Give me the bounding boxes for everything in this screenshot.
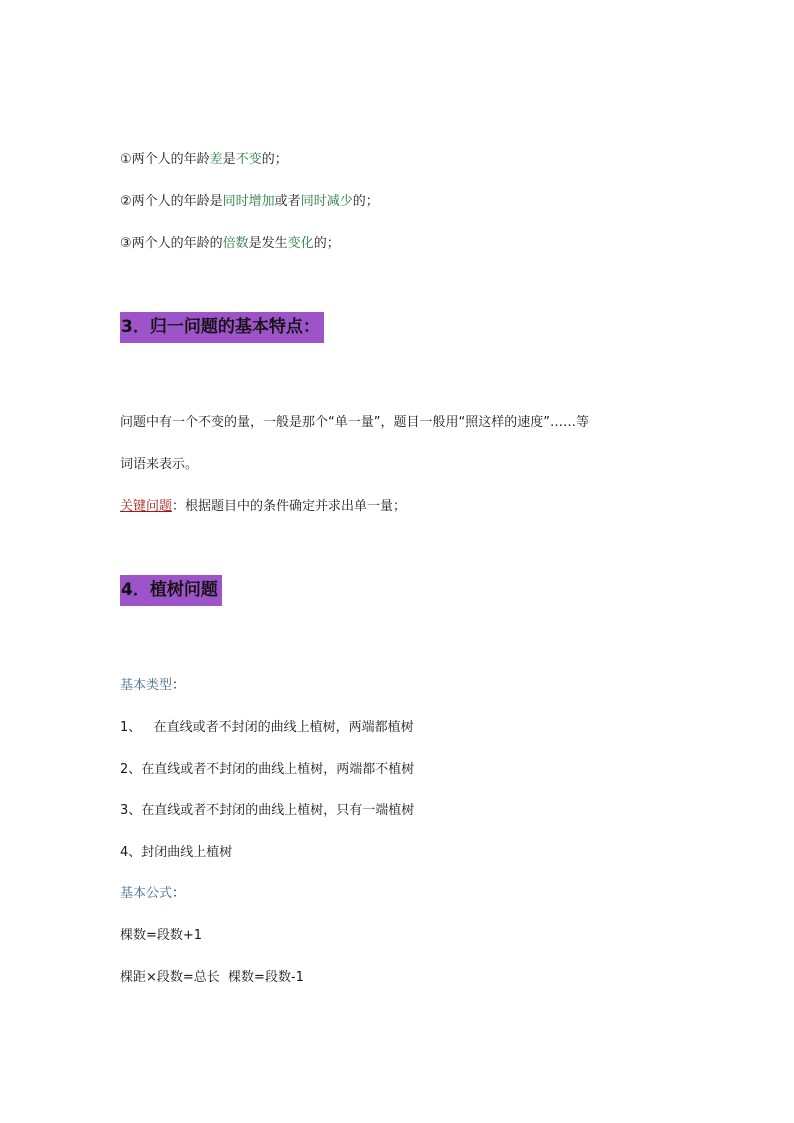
age-rule-3: [120, 235, 340, 253]
age-rule-1-b: 差: [209, 152, 223, 167]
basic-formula-label-line: [120, 885, 185, 903]
age-rule-2-b: 同时增加: [222, 194, 275, 209]
age-rule-2-e: 的；: [352, 194, 379, 209]
age-rule-3-e: 的；: [313, 236, 340, 251]
section-3-key-problem: [120, 498, 406, 516]
age-rule-2-d: 同时减少: [300, 194, 353, 209]
age-rule-3-c: 是发生: [248, 236, 288, 251]
age-rule-3-d: 变化: [287, 236, 314, 251]
basic-types-label: 基本类型: [120, 678, 173, 693]
type-item-2: 2、在直线或者不封闭的曲线上植树，两端都不植树: [120, 762, 415, 777]
basic-types-label-line: [120, 677, 185, 695]
basic-formula-colon: ：: [172, 886, 186, 901]
key-problem-text: ：根据题目中的条件确定并求出单一量；: [172, 499, 407, 514]
age-rule-1: [120, 151, 288, 169]
age-rule-1-c: 是: [222, 152, 236, 167]
formula-1: 棵数=段数+1: [120, 928, 203, 943]
type-item-1: 1、 在直线或者不封闭的曲线上植树，两端都植树: [120, 720, 414, 735]
age-rule-3-b: 倍数: [222, 236, 249, 251]
age-rule-2: [120, 193, 379, 211]
section-3-heading: 3．归一问题的基本特点：: [120, 312, 324, 343]
age-rule-1-a: ①两个人的年龄: [120, 152, 210, 167]
age-rule-1-d: 不变: [235, 152, 262, 167]
age-rule-3-a: ③两个人的年龄的: [120, 236, 223, 251]
basic-formula-label: 基本公式: [120, 886, 173, 901]
key-problem-label: 关键问题: [120, 499, 173, 514]
type-item-3: 3、在直线或者不封闭的曲线上植树，只有一端植树: [120, 803, 415, 818]
age-rule-2-a: ②两个人的年龄是: [120, 194, 223, 209]
section-3-para-2: 词语来表示。: [120, 457, 199, 472]
age-rule-2-c: 或者: [274, 194, 301, 209]
section-4-heading: 4．植树问题: [120, 575, 222, 606]
age-rule-1-e: 的；: [261, 152, 288, 167]
type-item-4: 4、封闭曲线上植树: [120, 845, 233, 860]
basic-types-colon: ：: [172, 678, 186, 693]
section-3-para-1: 问题中有一个不变的量，一般是那个“单一量”，题目一般用“照这样的速度”……等: [120, 415, 589, 430]
formula-2: 棵距×段数=总长 棵数=段数-1: [120, 970, 304, 985]
